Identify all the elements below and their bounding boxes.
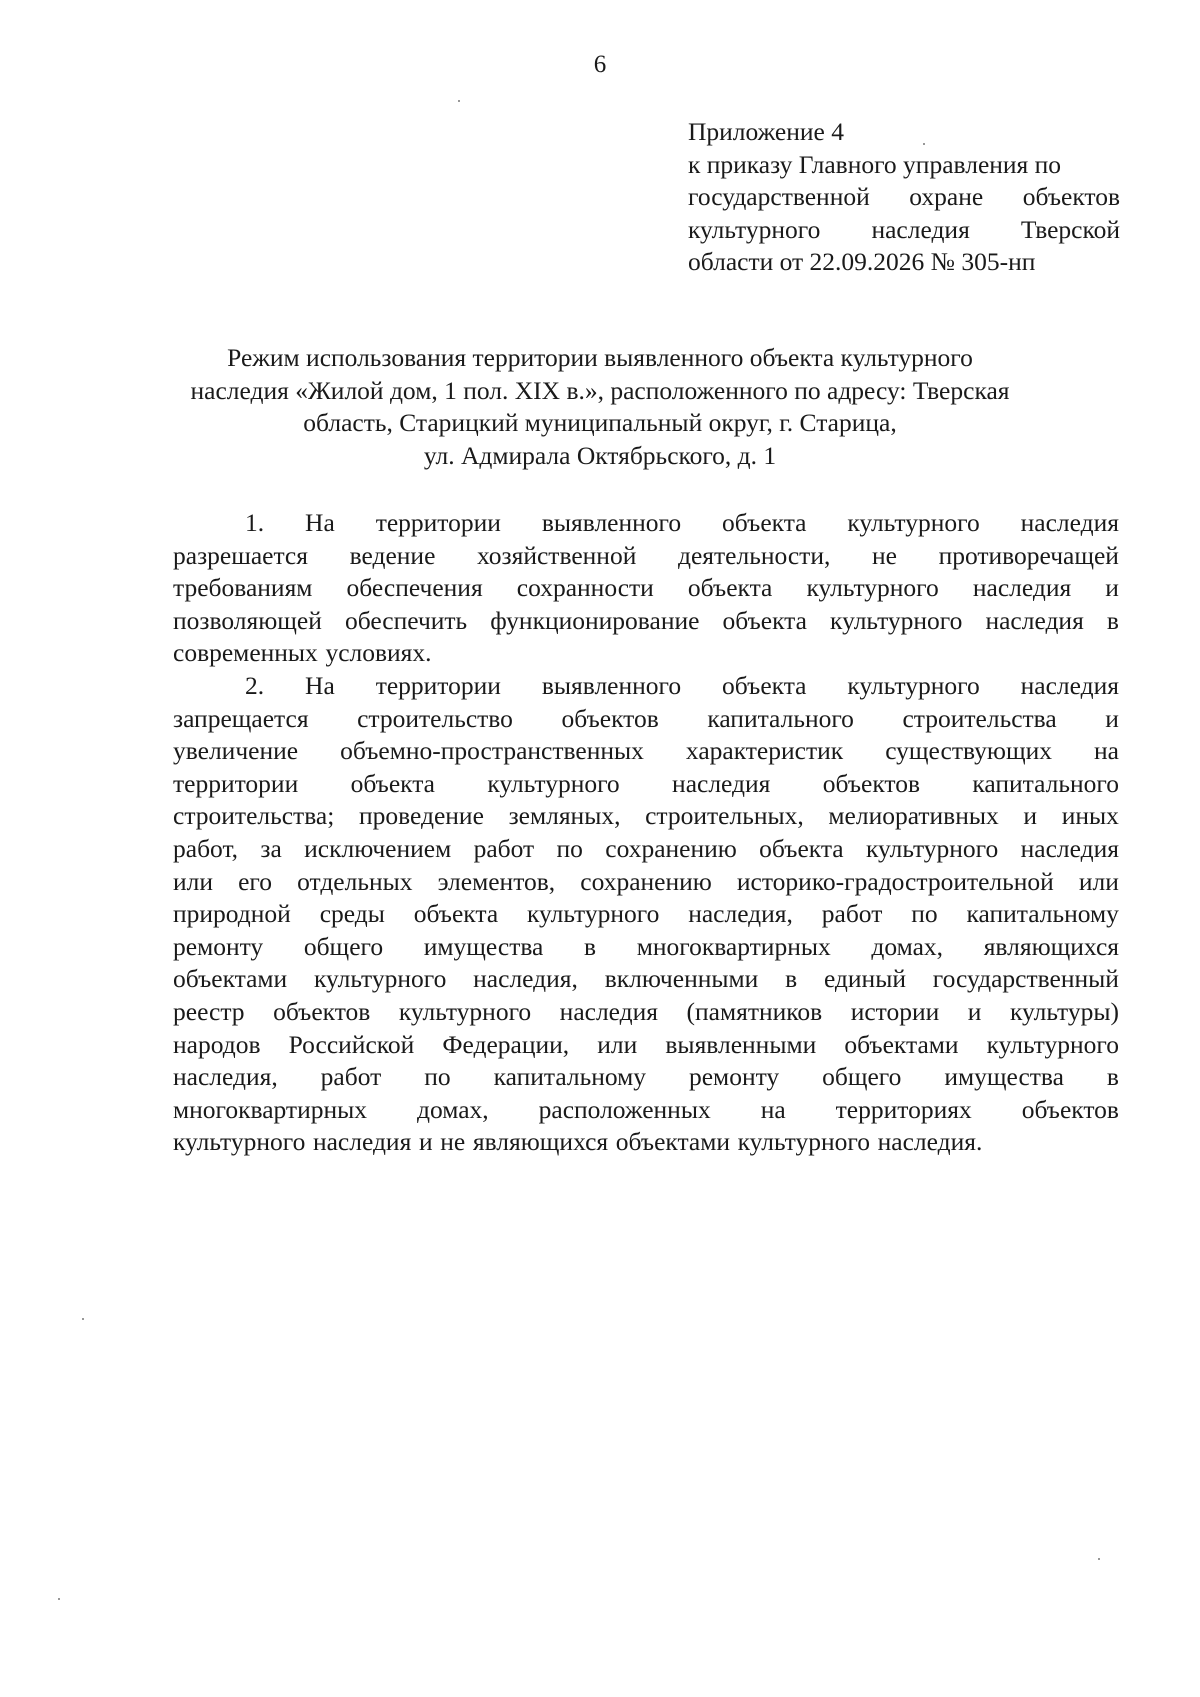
- word: деятельности,: [677, 540, 831, 570]
- scan-speck: [58, 1598, 60, 1600]
- word: культурного: [986, 1029, 1119, 1059]
- paragraph-1: [173, 507, 1119, 670]
- word: работ: [473, 833, 535, 863]
- word: наследия: [312, 1127, 412, 1157]
- word: в: [1106, 605, 1119, 635]
- scan-speck: [82, 1318, 84, 1320]
- word: включенными: [604, 964, 759, 994]
- word: мелиоративных: [828, 801, 999, 831]
- paragraph-line: [173, 605, 1119, 638]
- paragraph-line: [173, 1126, 1119, 1159]
- word: реестр: [173, 996, 245, 1026]
- word: объектов: [561, 703, 659, 733]
- paragraph-line: [173, 768, 1119, 801]
- word: в: [584, 931, 597, 961]
- word: территориях: [835, 1094, 972, 1124]
- paragraph-line: [173, 931, 1119, 964]
- word: в: [1106, 1062, 1119, 1092]
- annex-line: Приложение 4: [688, 117, 844, 146]
- word: по: [424, 1062, 451, 1092]
- word: строительства;: [173, 801, 335, 831]
- annex-header: [688, 116, 1120, 279]
- word: культурного: [173, 1127, 306, 1157]
- word: культурного: [527, 899, 660, 929]
- word: строительство: [357, 703, 513, 733]
- word: сохранению: [605, 833, 737, 863]
- word: культуры): [1009, 996, 1119, 1026]
- paragraph-line: [173, 898, 1119, 931]
- word: культурного: [398, 996, 532, 1026]
- word: наследия,: [473, 964, 578, 994]
- annex-line: области от 22.09.2026 № 305-нп: [688, 247, 1036, 276]
- word: разрешается: [173, 540, 308, 570]
- word: наследия.: [877, 1127, 983, 1157]
- paragraph-line: [173, 1029, 1119, 1062]
- word: наследия: [559, 996, 659, 1026]
- word: Российской: [288, 1029, 415, 1059]
- word: не: [440, 1127, 466, 1157]
- word: историко-градостроительной: [736, 866, 1054, 896]
- word: объектов: [1022, 182, 1120, 211]
- word: культурного: [830, 605, 963, 635]
- word: На: [305, 670, 335, 700]
- word: объектов: [1021, 1094, 1119, 1124]
- word: и: [967, 996, 982, 1026]
- word: строительства: [902, 703, 1057, 733]
- word: 2.: [245, 670, 265, 700]
- word: территории: [375, 508, 501, 537]
- word: культурного: [847, 508, 980, 537]
- paragraph-line: [173, 866, 1119, 899]
- word: культурного: [487, 768, 620, 798]
- word: функционирование: [490, 605, 700, 635]
- word: выявленными: [665, 1029, 817, 1059]
- word: за: [260, 833, 282, 863]
- word: объектов: [822, 768, 920, 798]
- paragraph-line: [173, 637, 1119, 670]
- word: иных: [1061, 801, 1119, 831]
- paragraph-2: [173, 670, 1119, 1159]
- word: и: [1023, 801, 1038, 831]
- word: и: [1105, 573, 1119, 603]
- word: объектами: [173, 964, 288, 994]
- word: домах,: [417, 1094, 489, 1124]
- word: наследия: [972, 573, 1072, 603]
- annex-line: [688, 214, 1120, 247]
- word: увеличение: [173, 736, 299, 766]
- word: в: [785, 964, 798, 994]
- word: истории: [850, 996, 940, 1026]
- word: хозяйственной: [477, 540, 637, 570]
- word: элементов,: [437, 866, 556, 896]
- word: объектами: [844, 1029, 959, 1059]
- word: наследия: [871, 214, 970, 244]
- word: объекта: [722, 670, 807, 700]
- paragraph-line: [173, 1061, 1119, 1094]
- paragraph-line: [173, 963, 1119, 996]
- paragraph-line: [173, 540, 1119, 573]
- word: наследия: [1020, 833, 1119, 863]
- word: наследия: [1020, 508, 1119, 537]
- word: его: [238, 866, 273, 896]
- word: на: [1094, 736, 1119, 766]
- word: требованиям: [173, 573, 313, 603]
- word: Тверской: [1020, 214, 1120, 244]
- word: являющихся: [983, 931, 1119, 961]
- paragraph-line: [173, 833, 1119, 866]
- paragraph-line: [173, 572, 1119, 605]
- word: единый: [823, 964, 906, 994]
- word: расположенных: [538, 1094, 711, 1124]
- word: На: [305, 508, 335, 537]
- paragraph-line: [173, 703, 1119, 736]
- word: многоквартирных: [173, 1094, 368, 1124]
- word: культурного: [314, 964, 447, 994]
- word: имущества: [423, 931, 544, 961]
- word: по: [911, 899, 938, 929]
- word: работ: [320, 1062, 382, 1092]
- title-line: область, Старицкий муниципальный округ, г. Старица,: [303, 408, 897, 437]
- word: или: [1078, 866, 1119, 896]
- word: природной: [173, 899, 291, 929]
- word: объекта: [350, 768, 435, 798]
- word: многоквартирных: [636, 931, 831, 961]
- word: общего: [822, 1062, 902, 1092]
- word: существующих: [885, 736, 1052, 766]
- word: объекта: [759, 833, 844, 863]
- word: или: [173, 866, 214, 896]
- word: объемно-пространственных: [340, 736, 644, 766]
- word: исключением: [304, 833, 452, 863]
- word: имущества: [944, 1062, 1064, 1092]
- word: земляных,: [508, 801, 621, 831]
- word: отдельных: [297, 866, 413, 896]
- document-title: [150, 342, 1050, 472]
- word: культурного: [806, 573, 939, 603]
- word: не: [871, 540, 897, 570]
- word: работ,: [173, 833, 239, 863]
- word: объекта: [722, 605, 807, 635]
- word: среды: [319, 899, 385, 929]
- word: сохранению: [580, 866, 712, 896]
- word: обеспечения: [346, 573, 483, 603]
- word: на: [760, 1094, 786, 1124]
- word: ведение: [349, 540, 436, 570]
- word: наследия: [672, 768, 771, 798]
- word: государственной: [688, 182, 870, 211]
- document-body: [173, 507, 1119, 1159]
- paragraph-line: [173, 507, 1119, 540]
- word: объектов: [273, 996, 371, 1026]
- paragraph-line: [173, 1094, 1119, 1127]
- annex-line: к приказу Главного управления по: [688, 149, 1062, 179]
- word: капитальному: [966, 899, 1119, 929]
- word: и: [418, 1127, 433, 1157]
- word: проведение: [358, 801, 484, 831]
- page-number: 6: [593, 51, 607, 78]
- word: культурного: [737, 1127, 870, 1157]
- word: охране: [909, 182, 984, 211]
- word: объекта: [413, 899, 499, 929]
- word: объекта: [722, 508, 807, 537]
- word: капитального: [707, 703, 854, 733]
- word: сохранности: [516, 573, 654, 603]
- word: или: [597, 1029, 638, 1059]
- paragraph-line: [173, 670, 1119, 703]
- scan-speck: [923, 143, 925, 145]
- word: объектами: [615, 1127, 730, 1157]
- title-line: наследия «Жилой дом, 1 пол. XIX в.», расположенного по адресу: Тверская: [190, 375, 1010, 405]
- word: народов: [173, 1029, 261, 1059]
- word: условиях.: [325, 638, 432, 668]
- word: ремонту: [688, 1062, 780, 1092]
- word: объекта: [687, 573, 773, 603]
- word: работ: [821, 899, 883, 929]
- word: выявленного: [541, 508, 682, 537]
- word: и: [1105, 703, 1119, 733]
- word: капитальному: [493, 1062, 647, 1092]
- word: территории: [173, 768, 299, 798]
- word: являющихся: [472, 1127, 609, 1157]
- word: культурного: [688, 214, 821, 244]
- word: наследия: [985, 605, 1084, 635]
- paragraph-line: [173, 735, 1119, 768]
- word: 1.: [245, 508, 265, 537]
- title-line: ул. Адмирала Октябрьского, д. 1: [423, 440, 777, 470]
- word: позволяющей: [173, 605, 322, 635]
- word: государственный: [932, 964, 1119, 994]
- word: выявленного: [541, 670, 682, 700]
- word: капитального: [972, 768, 1119, 798]
- annex-line: [688, 181, 1120, 214]
- paragraph-line: [173, 800, 1119, 833]
- word: наследия,: [173, 1062, 278, 1092]
- word: общего: [303, 931, 384, 961]
- word: по: [556, 833, 583, 863]
- title-line: Режим использования территории выявленного объекта культурного: [227, 343, 973, 372]
- word: противоречащей: [938, 540, 1119, 570]
- word: территории: [375, 670, 501, 700]
- word: современных: [173, 638, 318, 668]
- word: наследия,: [688, 899, 793, 929]
- word: Федерации,: [442, 1029, 570, 1059]
- word: домах,: [871, 931, 944, 961]
- word: (памятников: [686, 996, 823, 1026]
- paragraph-line: [173, 996, 1119, 1029]
- word: ремонту: [173, 931, 264, 961]
- word: строительных,: [645, 801, 804, 831]
- word: запрещается: [173, 703, 309, 733]
- word: характеристик: [685, 736, 844, 766]
- scan-speck: [1098, 1558, 1100, 1560]
- word: культурного: [865, 833, 999, 863]
- scan-speck: [458, 100, 460, 102]
- word: наследия: [1020, 670, 1119, 700]
- word: культурного: [847, 670, 980, 700]
- word: обеспечить: [344, 605, 468, 635]
